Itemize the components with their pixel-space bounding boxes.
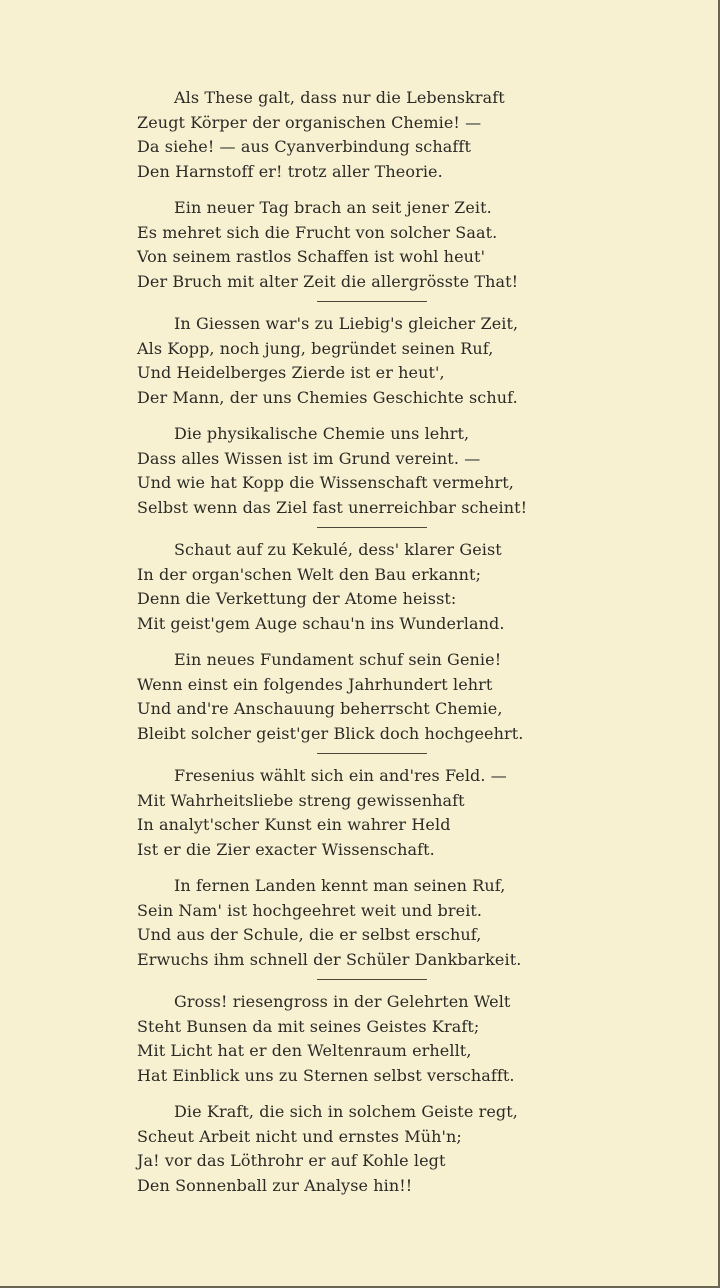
verse-line: Von seinem rastlos Schaffen ist wohl heut': [137, 247, 486, 266]
stanza-gap: [137, 862, 582, 874]
verse-line: In Giessen war's zu Liebig's gleicher Zeit,: [174, 314, 519, 333]
verse-line: Es mehret sich die Frucht von solcher Saat.: [137, 222, 498, 242]
stanza-gap: [137, 1088, 582, 1100]
section-divider: [317, 301, 427, 302]
stanza: [137, 86, 582, 184]
verse-line: Ist er die Zier exacter Wissenschaft.: [137, 839, 435, 859]
verse-line: Den Harnstoff er! trotz aller Theorie.: [137, 161, 443, 181]
verse-line: Erwuchs ihm schnell der Schüler Dankbarkeit.: [137, 949, 522, 969]
verse-line: Ja! vor das Löthrohr er auf Kohle legt: [137, 1151, 446, 1170]
poem-section: [137, 990, 582, 1198]
verse-line: Als Kopp, noch jung, begründet seinen Ruf,: [137, 338, 494, 358]
verse-line: Und wie hat Kopp die Wissenschaft vermehrt,: [137, 473, 514, 492]
stanza: [137, 538, 582, 636]
verse-line: Da siehe! — aus Cyanverbindung schafft: [137, 137, 471, 156]
verse-line: Fresenius wählt sich ein and'res Feld. —: [174, 766, 507, 785]
stanza: [137, 648, 582, 746]
verse-line: Als These galt, dass nur die Lebenskraft: [174, 88, 505, 107]
verse-line: Bleibt solcher geist'ger Blick doch hochgeehrt.: [137, 723, 524, 743]
poem-section: [137, 86, 582, 294]
verse-line: Wenn einst ein folgendes Jahrhundert lehrt: [137, 674, 493, 694]
poem-section: [137, 538, 582, 746]
verse-line: Dass alles Wissen ist im Grund vereint. —: [137, 448, 481, 468]
section-divider: [317, 527, 427, 528]
verse-line: Hat Einblick uns zu Sternen selbst verschafft.: [137, 1065, 515, 1085]
stanza: [137, 990, 582, 1088]
verse-line: Sein Nam' ist hochgeehret weit und breit.: [137, 900, 483, 920]
verse-line: Und and're Anschauung beherrscht Chemie,: [137, 699, 503, 718]
verse-line: Ein neuer Tag brach an seit jener Zeit.: [174, 198, 492, 217]
verse-line: Schaut auf zu Kekulé, dess' klarer Geist: [174, 540, 502, 559]
verse-line: Gross! riesengross in der Gelehrten Welt: [174, 992, 511, 1011]
verse-line: Und Heidelberges Zierde ist er heut',: [137, 363, 445, 382]
stanza: [137, 312, 582, 410]
verse-line: Scheut Arbeit nicht und ernstes Müh'n;: [137, 1126, 462, 1146]
verse-line: Mit Wahrheitsliebe streng gewissenhaft: [137, 790, 465, 810]
verse-line: Mit geist'gem Auge schau'n ins Wunderland.: [137, 613, 505, 633]
verse-line: Und aus der Schule, die er selbst erschuf,: [137, 925, 482, 944]
verse-line: Ein neues Fundament schuf sein Genie!: [174, 650, 502, 669]
verse-line: Selbst wenn das Ziel fast unerreichbar scheint!: [137, 497, 528, 517]
verse-line: Denn die Verkettung der Atome heisst:: [137, 589, 457, 608]
verse-line: Zeugt Körper der organischen Chemie! —: [137, 112, 482, 132]
verse-line: Die physikalische Chemie uns lehrt,: [174, 424, 470, 443]
verse-line: Der Bruch mit alter Zeit die allergrösste That!: [137, 271, 519, 291]
stanza-gap: [137, 410, 582, 422]
stanza-gap: [137, 636, 582, 648]
verse-line: Den Sonnenball zur Analyse hin!!: [137, 1175, 413, 1195]
poem: [137, 86, 582, 1198]
stanza: [137, 874, 582, 972]
stanza: [137, 422, 582, 520]
stanza: [137, 196, 582, 294]
stanza: [137, 764, 582, 862]
stanza-gap: [137, 184, 582, 196]
section-divider: [317, 979, 427, 980]
verse-line: Mit Licht hat er den Weltenraum erhellt,: [137, 1041, 472, 1060]
section-divider: [317, 753, 427, 754]
verse-line: Die Kraft, die sich in solchem Geiste regt,: [174, 1102, 518, 1121]
verse-line: In analyt'scher Kunst ein wahrer Held: [137, 815, 451, 834]
verse-line: Steht Bunsen da mit seines Geistes Kraft;: [137, 1016, 480, 1036]
poem-section: [137, 764, 582, 972]
stanza: [137, 1100, 582, 1198]
poem-section: [137, 312, 582, 520]
verse-line: In der organ'schen Welt den Bau erkannt;: [137, 564, 482, 584]
verse-line: In fernen Landen kennt man seinen Ruf,: [174, 876, 506, 895]
verse-line: Der Mann, der uns Chemies Geschichte schuf.: [137, 387, 518, 407]
